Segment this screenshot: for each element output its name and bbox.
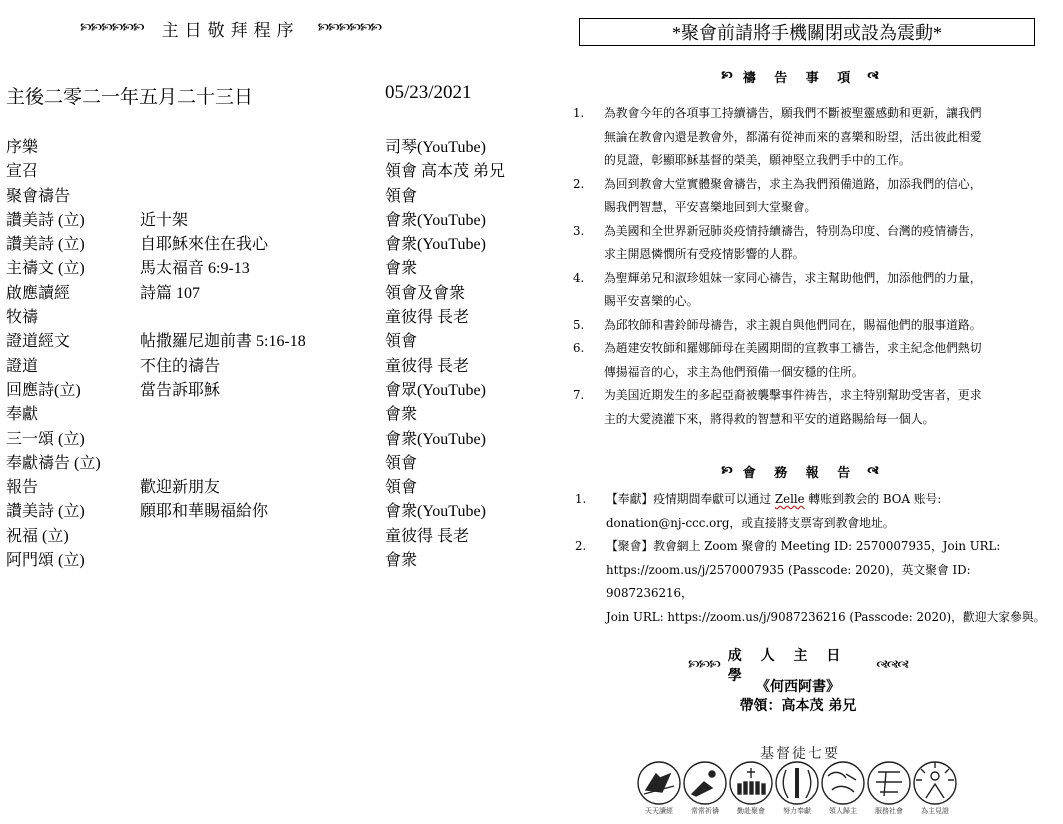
program-person: 領會 高本茂 弟兄: [385, 163, 506, 181]
program-person: 會衆: [385, 552, 418, 570]
program-item: 報告: [6, 479, 39, 497]
evangelism-icon: [822, 762, 864, 804]
program-content: 馬太福音 6:9-13: [140, 260, 250, 278]
program-person: 會眾(YouTube): [385, 381, 486, 399]
prayer-text: 为美国近期发生的多起亞裔被襲擊事件祷告，求主特别幫助受害者，更求: [604, 388, 982, 402]
item-number: 7.: [573, 388, 585, 402]
ornament-right: 🙥🙥🙥🙥🙥🙥: [317, 20, 382, 34]
sunday-school-book: 《何西阿書》: [756, 679, 840, 695]
program-row: [6, 207, 546, 231]
prayer-text: 為美國和全世界新冠肺炎疫情持續禱告，特別為印度、台灣的疫情禱告，: [604, 223, 982, 238]
ornament-icon: 🙧🙧🙧: [876, 657, 908, 671]
program-item: 奉獻禱告 (立): [6, 454, 101, 472]
item-number: 4.: [573, 270, 585, 285]
prayer-item: [570, 102, 1056, 173]
zelle-text: Zelle: [774, 492, 805, 506]
program-row: [6, 304, 546, 328]
praying-icon: [684, 762, 726, 804]
program-row: [6, 426, 546, 450]
program-person: 童彼得 長老: [385, 309, 470, 327]
phone-notice-banner: *聚會前請將手機關閉或設為震動*: [579, 18, 1035, 46]
program-item: 宣召: [6, 163, 39, 181]
program-person: 會衆(YouTube): [385, 503, 486, 521]
program-content: 詩篇 107: [140, 284, 201, 302]
seven-essentials-captions: [636, 806, 958, 816]
program-item: 奉獻: [6, 406, 39, 424]
seven-essentials-caption: 領人歸主: [829, 807, 857, 815]
prayer-item: [570, 314, 1056, 338]
announcement-text: 【聚會】教會網上 Zoom 聚會的 Meeting ID: 2570007935，Join URL:: [606, 539, 1001, 553]
program-row: [6, 134, 546, 158]
seven-essentials-caption: 服務社會: [875, 807, 903, 815]
announcement-text: 轉账到教会的 BOA 账号:: [804, 492, 942, 506]
prayer-item: [570, 173, 1056, 220]
seven-essentials-title: 基督徒七要: [760, 746, 840, 762]
program-row: [6, 255, 546, 279]
program-person: 會衆(YouTube): [385, 430, 486, 448]
program-person: 會衆(YouTube): [385, 236, 486, 254]
item-number: 6.: [573, 341, 585, 355]
prayer-item: [570, 267, 1056, 314]
program-row: [6, 328, 546, 352]
program-row: [6, 401, 546, 425]
prayer-text: 傳揚福音的心，求主為他們預備一個安穩的住所。: [604, 364, 864, 379]
program-person: 會衆: [385, 260, 418, 278]
program-item: 祝福 (立): [6, 527, 69, 545]
seven-essentials-caption: 常常祈禱: [691, 807, 719, 815]
item-number: 1.: [575, 492, 587, 506]
seven-essentials-caption: 天天讀經: [645, 807, 673, 815]
program-row: [6, 523, 546, 547]
program-person: 會衆(YouTube): [385, 211, 486, 229]
program-content: 歡迎新朋友: [140, 479, 221, 497]
seven-essentials-caption: 努力奉獻: [783, 807, 811, 815]
item-number: 1.: [573, 106, 585, 120]
ornament-icon: 🙧: [867, 464, 879, 477]
program-row: [6, 231, 546, 255]
program-person: 領會: [385, 454, 418, 472]
program-item: 讚美詩 (立): [6, 503, 85, 521]
prayer-item: [570, 337, 1056, 384]
prayer-text: 為教會今年的各項事工持續禱告，願我們不斷被聖靈感動和更新，讓我們: [604, 106, 982, 120]
program-list: [6, 134, 546, 571]
sunday-school-leader: 帶領：高本茂 弟兄: [739, 698, 857, 714]
program-content: 不住的禱告: [140, 357, 221, 375]
program-item: 證道: [6, 357, 39, 375]
prayer-heading-text: 禱 告 事 項: [742, 71, 858, 86]
program-person: 會衆: [385, 406, 418, 424]
prayer-text: 為邱牧師和書鈴師母禱告，求主親自與他們同在，賜福他們的服事道路。: [604, 317, 982, 332]
announcement-item: [572, 535, 1058, 629]
program-content: 帖撒羅尼迦前書 5:16-18: [140, 333, 306, 351]
prayer-text: 無論在教會內還是教會外，都滿有從神而來的喜樂和盼望，活出彼此相愛: [604, 129, 982, 144]
program-person: 領會: [385, 333, 418, 351]
announcement-item: [572, 488, 1058, 535]
sunday-school-heading-text: 成 人 主 日 學: [727, 648, 848, 684]
program-row: [6, 450, 546, 474]
donation-email-text: donation@nj-ccc.org，或直接將支票寄到教會地址。: [606, 515, 895, 530]
seven-essentials-caption: 為主見證: [921, 807, 949, 815]
program-content: 自耶穌來住在我心: [140, 236, 269, 254]
program-row: [6, 547, 546, 571]
program-item: 三一頌 (立): [6, 430, 85, 448]
announcement-heading-text: 會 務 報 告: [742, 466, 858, 481]
program-item: 序樂: [6, 139, 39, 156]
program-item: 回應詩(立): [6, 381, 81, 399]
program-item: 證道經文: [6, 333, 71, 351]
ornament-icon: 🙥🙥🙥: [688, 657, 720, 671]
announcement-list: [572, 488, 1058, 629]
program-content: 當告訴耶穌: [140, 381, 221, 399]
program-item: 讚美詩 (立): [6, 236, 85, 254]
bible-reading-icon: [638, 762, 680, 804]
program-item: 牧禱: [6, 309, 39, 327]
program-row: [6, 280, 546, 304]
prayer-list: [570, 102, 1056, 431]
service-icon: [868, 762, 910, 804]
prayer-text: 賜平安喜樂的心。: [604, 294, 699, 308]
prayer-text: 為聖輝弟兄和淑珍姐妹一家同心禱告，求主幫助他們，加添他們的力量，: [604, 270, 982, 285]
seven-essentials-caption: 勤赴聚會: [737, 807, 765, 815]
prayer-text: 為回到教會大堂實體聚會禱告，求主為我們預備道路，加添我們的信心，: [604, 176, 982, 191]
date-chinese: 主後二零二一年五月二十三日: [6, 87, 254, 108]
item-number: 3.: [573, 223, 585, 238]
program-person: 司琴(YouTube): [385, 139, 486, 156]
announcement-heading: [700, 462, 900, 481]
program-row: [6, 158, 546, 182]
ornament-left: 🙥🙥🙥🙥🙥🙥: [80, 20, 144, 34]
prayer-item: [570, 384, 1056, 431]
ornament-icon: 🙧: [867, 69, 879, 82]
program-row: [6, 498, 546, 522]
program-content: 近十架: [140, 211, 189, 229]
zoom-url-text: Join URL: https://zoom.us/j/9087236216 (Passcode: 2020)，歡迎大家參與。: [606, 609, 1046, 624]
seven-essentials-logo: [636, 760, 958, 806]
program-item: 啟應讀經: [6, 284, 71, 302]
program-row: [6, 377, 546, 401]
date-numeric: 05/23/2021: [385, 82, 472, 103]
witness-icon: [914, 762, 956, 804]
announcement-text: 【奉獻】疫情期間奉獻可以通过: [606, 492, 775, 506]
program-person: 童彼得 長老: [385, 527, 470, 545]
program-row: [6, 183, 546, 207]
prayer-item: [570, 220, 1056, 267]
program-person: 童彼得 長老: [385, 357, 470, 375]
program-item: 阿門頌 (立): [6, 552, 85, 570]
item-number: 2.: [573, 176, 585, 191]
prayer-text: 賜我們智慧，平安喜樂地回到大堂聚會。: [604, 200, 817, 214]
program-content: 願耶和華賜福給你: [140, 503, 269, 521]
gathering-icon: [730, 762, 772, 804]
prayer-text: 主的大愛澆灌下來，將得救的智慧和平安的道路賜給每一個人。: [604, 411, 935, 426]
prayer-text: 的見證，彰顯耶穌基督的榮美，願神堅立我們手中的工作。: [604, 153, 911, 167]
program-person: 領會: [385, 187, 418, 205]
prayer-text: 求主開恩憐憫所有受疫情影響的人群。: [604, 247, 805, 261]
prayer-text: 為趙建安牧師和羅娜師母在美國期間的宣教事工禱告，求主紀念他們熱切: [604, 341, 982, 355]
prayer-heading: [700, 67, 900, 86]
program-item: 主禱文 (立): [6, 260, 85, 278]
program-item: 讚美詩 (立): [6, 211, 85, 229]
offering-icon: [776, 762, 818, 804]
program-header: [80, 16, 480, 40]
program-title: 主日敬拜程序: [161, 20, 300, 41]
program-person: 領會: [385, 479, 418, 497]
ornament-icon: 🙥: [721, 464, 733, 477]
program-person: 領會及會衆: [385, 284, 466, 302]
ornament-icon: 🙥: [721, 69, 733, 82]
program-item: 聚會禱告: [6, 187, 71, 205]
item-number: 5.: [573, 317, 585, 332]
program-row: [6, 474, 546, 498]
item-number: 2.: [575, 539, 587, 553]
program-row: [6, 353, 546, 377]
zoom-url-text: https://zoom.us/j/2570007935 (Passcode: 2020)，英文聚會 ID: 9087236216，: [606, 562, 971, 600]
